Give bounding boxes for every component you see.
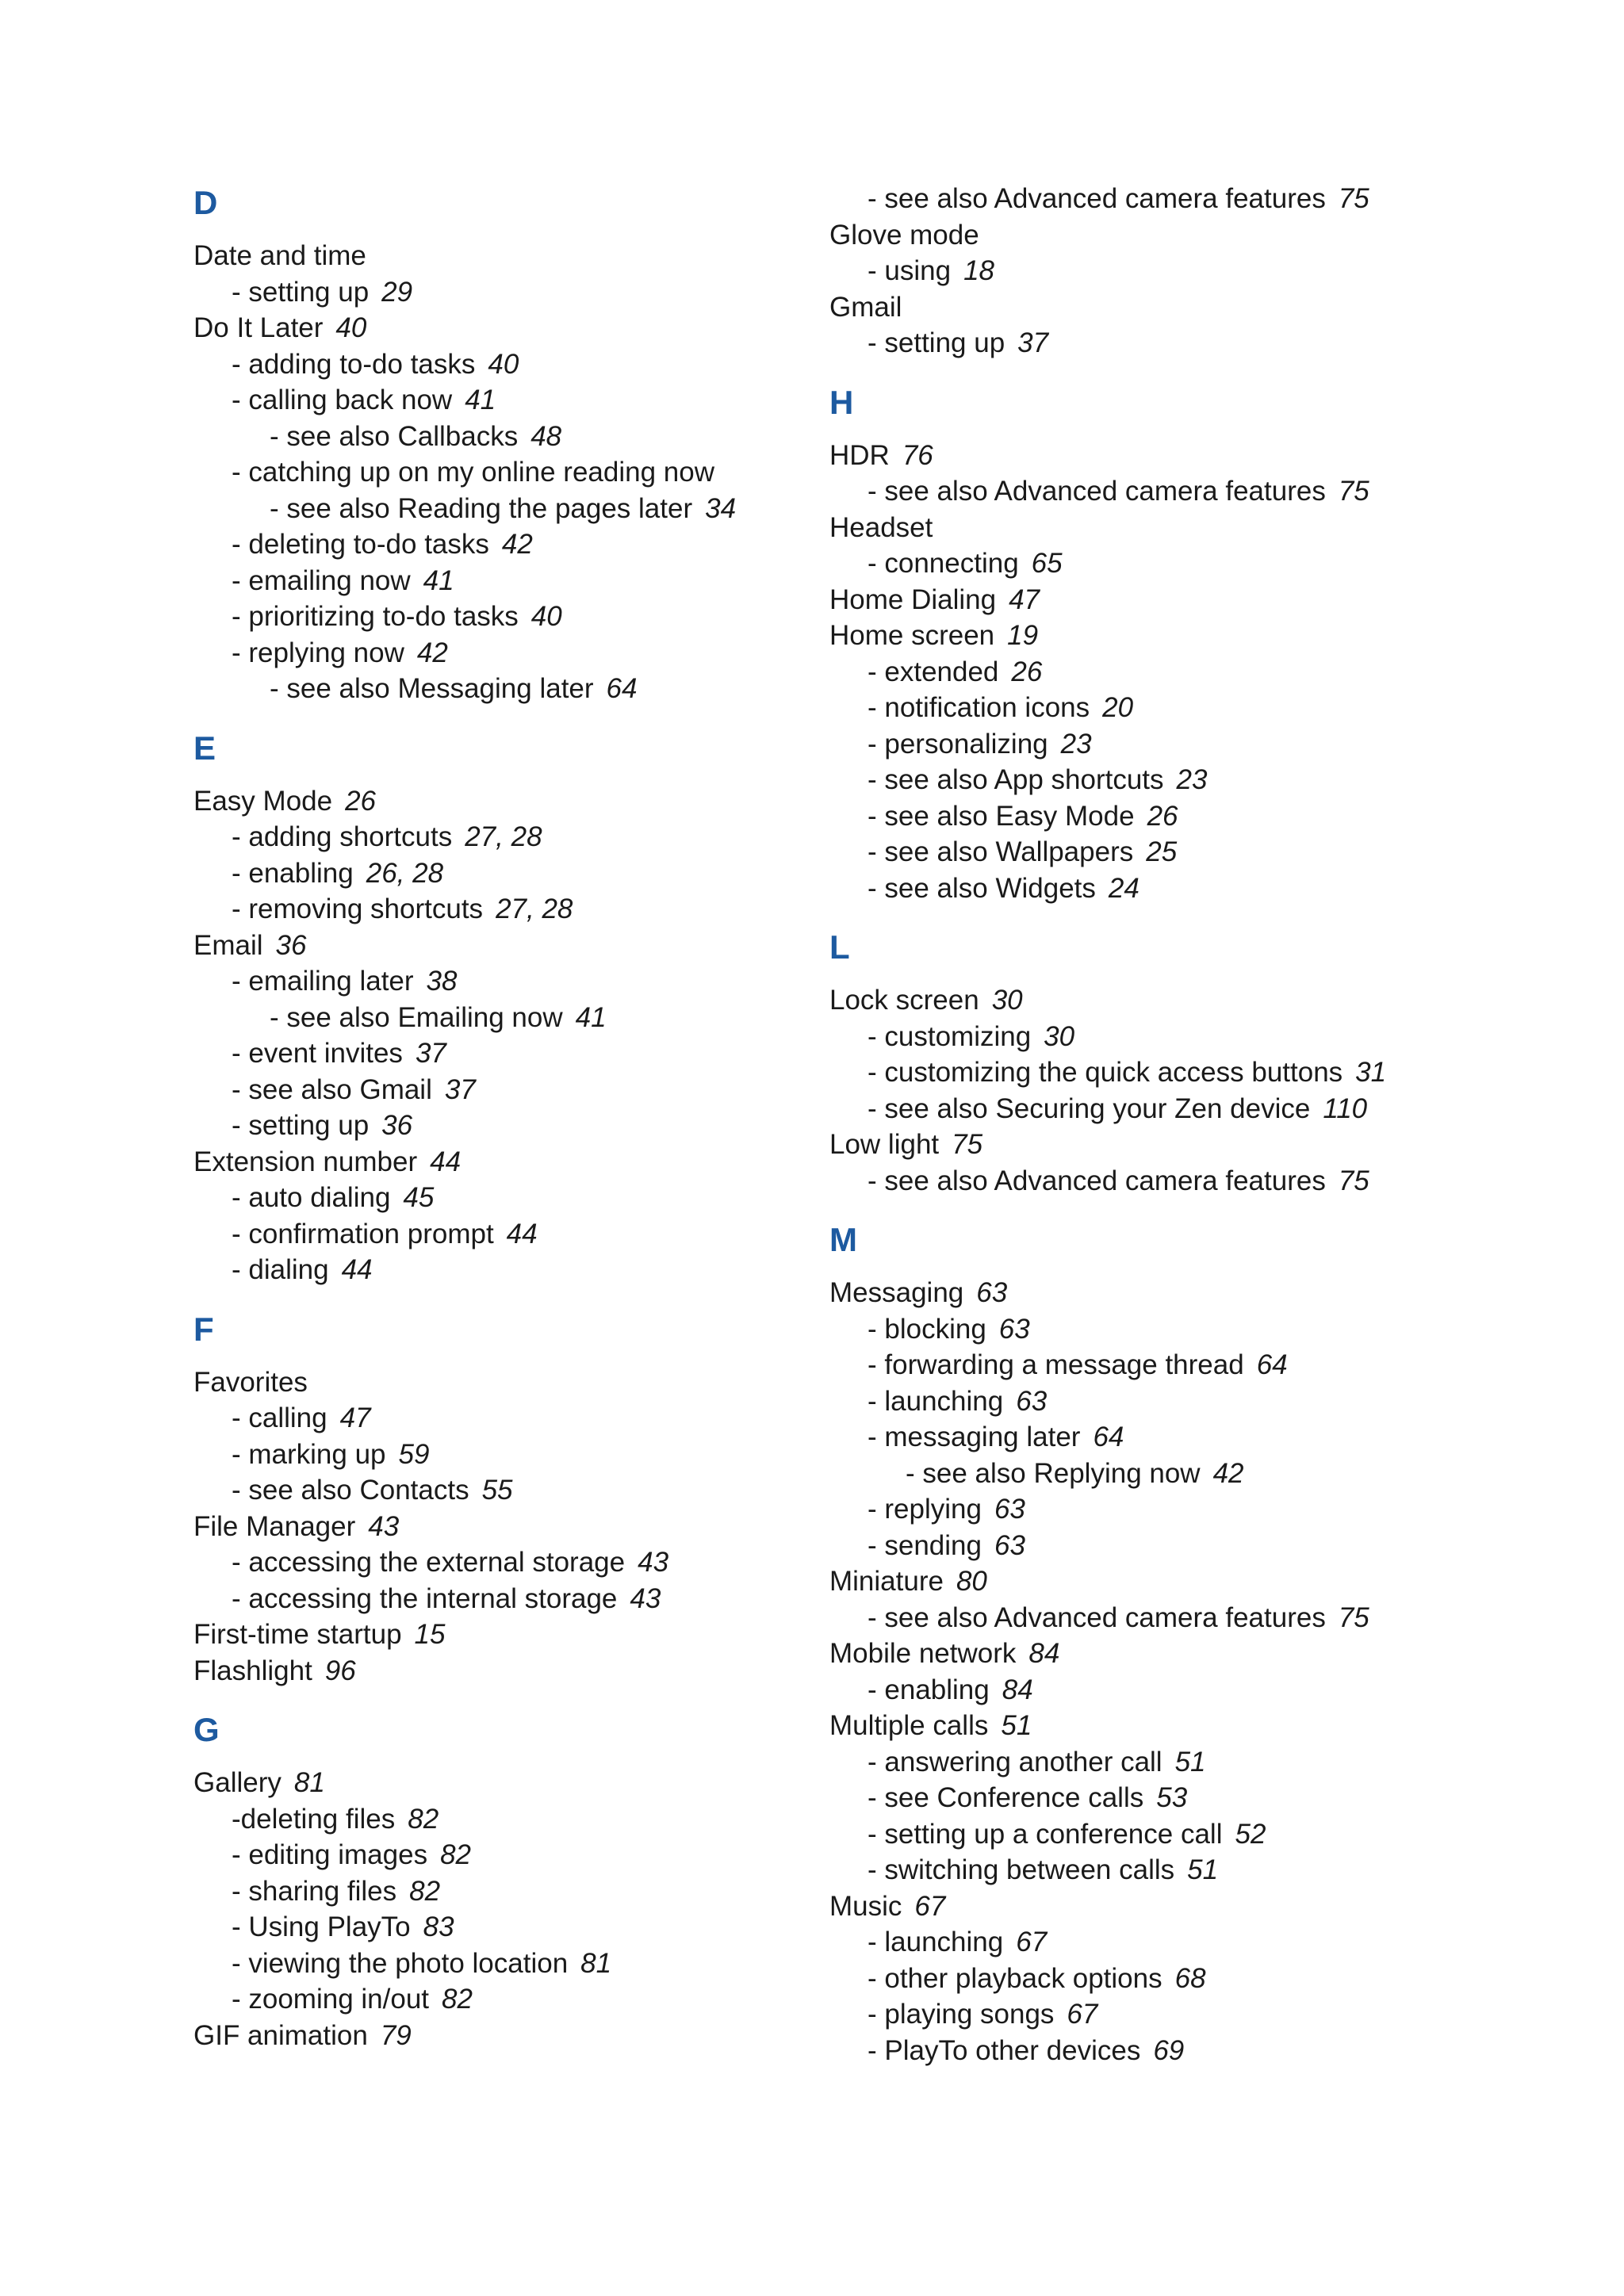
page-reference: 25: [1146, 836, 1178, 867]
page-reference: 26: [1147, 800, 1178, 832]
index-entry: [829, 253, 1496, 289]
index-entry: [193, 1873, 812, 1910]
index-entry: [829, 1019, 1496, 1055]
page-reference: 40: [530, 601, 562, 632]
index-term: - see also Callbacks: [270, 420, 519, 452]
page-reference: 63: [976, 1277, 1008, 1308]
index-term: - emailing later: [232, 966, 414, 997]
index-term: - playing songs: [868, 1999, 1055, 2030]
index-term: Email: [193, 929, 263, 961]
index-term: - blocking: [868, 1313, 986, 1345]
index-entry: [829, 1127, 1496, 1163]
index-entry: [193, 1581, 812, 1617]
index-term: - adding shortcuts: [232, 821, 453, 852]
page-reference: 40: [335, 312, 367, 343]
index-section-continued: [829, 181, 1496, 362]
index-entry: [193, 274, 812, 311]
page-reference: 37: [444, 1073, 476, 1105]
page-reference: 34: [705, 492, 737, 524]
index-term: - Using PlayTo: [232, 1911, 411, 1942]
page-reference: 15: [414, 1619, 446, 1650]
index-term: -deleting files: [232, 1803, 396, 1835]
index-term: - using: [868, 255, 952, 286]
index-entry: [193, 1509, 812, 1545]
index-term: - removing shortcuts: [232, 894, 484, 924]
index-entry: [193, 491, 812, 527]
index-entry: [829, 1708, 1496, 1744]
index-term: - launching: [868, 1927, 1004, 1957]
index-entry: [829, 1780, 1496, 1816]
page-reference: 96: [324, 1655, 356, 1686]
index-term: - customizing: [868, 1020, 1032, 1052]
index-entry: [193, 1437, 812, 1473]
index-term: - customizing the quick access buttons: [868, 1057, 1343, 1088]
index-term: Lock screen: [829, 985, 979, 1016]
index-term: - see also Replying now: [906, 1457, 1201, 1489]
index-entry: [193, 1035, 812, 1072]
index-entry: [829, 1419, 1496, 1456]
index-entry: [193, 1144, 812, 1181]
index-entry: [193, 1108, 812, 1144]
section-letter-heading: F: [193, 1310, 214, 1348]
page-reference: 36: [381, 1110, 413, 1141]
index-term: Favorites: [193, 1366, 308, 1398]
index-term: - adding to-do tasks: [232, 348, 476, 380]
index-term: - confirmation prompt: [232, 1218, 494, 1249]
index-entry: [829, 690, 1496, 726]
index-term: - setting up: [868, 327, 1005, 358]
index-entry: [193, 1364, 812, 1401]
page-reference: 26: [1011, 656, 1043, 687]
index-entry: [193, 855, 812, 892]
index-term: - see also App shortcuts: [868, 764, 1164, 795]
index-term: - setting up: [232, 1110, 370, 1141]
page-reference: 81: [293, 1767, 325, 1798]
page-reference: 79: [380, 2019, 412, 2051]
page-reference: 53: [1156, 1782, 1188, 1813]
page-reference: 84: [1028, 1638, 1060, 1669]
index-term: GIF animation: [193, 2019, 368, 2051]
page-reference: 67: [1016, 1927, 1048, 1957]
index-entry: [193, 671, 812, 707]
index-term: Messaging: [829, 1277, 964, 1308]
page-reference: 51: [1001, 1710, 1032, 1741]
index-term: - personalizing: [868, 728, 1048, 760]
index-entry: [193, 238, 812, 274]
index-term: Easy Mode: [193, 785, 333, 817]
index-entry: [829, 1852, 1496, 1888]
index-entry: [829, 545, 1496, 582]
index-term: - see also Emailing now: [270, 1001, 563, 1033]
index-term: - sharing files: [232, 1875, 397, 1907]
page-reference: 52: [1235, 1818, 1266, 1850]
index-term: Gmail: [829, 291, 902, 323]
index-entry: [193, 2018, 812, 2054]
page-reference: 82: [440, 1839, 472, 1870]
index-entry: [193, 1801, 812, 1838]
page-reference: 24: [1108, 872, 1139, 904]
index-entry: [829, 871, 1496, 907]
page-reference: 84: [1002, 1674, 1033, 1705]
page-reference: 38: [426, 966, 458, 997]
section-letter-heading: M: [829, 1221, 857, 1258]
page-reference: 47: [339, 1402, 371, 1433]
index-entry: [829, 582, 1496, 618]
index-entry: [829, 1563, 1496, 1600]
index-entry: [193, 1180, 812, 1216]
page-reference: 41: [575, 1001, 607, 1033]
index-term: - accessing the external storage: [232, 1547, 626, 1578]
index-term: - PlayTo other devices: [868, 2034, 1141, 2066]
page-reference: 36: [275, 929, 307, 961]
index-entry: [193, 599, 812, 635]
page-reference: 80: [956, 1566, 987, 1597]
index-entry: [829, 438, 1496, 474]
index-entry: [829, 726, 1496, 763]
page-reference: 75: [1338, 183, 1369, 214]
index-term: - forwarding a message thread: [868, 1349, 1244, 1380]
page-reference: 48: [530, 420, 562, 452]
index-entry: [829, 618, 1496, 654]
index-entry: [193, 1909, 812, 1946]
index-term: - catching up on my online reading now: [232, 457, 714, 488]
index-entry: [829, 473, 1496, 510]
index-term: Home Dialing: [829, 584, 997, 615]
page-reference: 29: [381, 276, 413, 308]
index-term: - messaging later: [868, 1422, 1081, 1452]
page-reference: 55: [481, 1475, 513, 1506]
page-reference: 40: [488, 348, 519, 380]
index-entry: [193, 1653, 812, 1689]
page-reference: 63: [1016, 1385, 1048, 1417]
page-reference: 63: [994, 1529, 1025, 1561]
page-reference: 44: [506, 1218, 538, 1249]
index-entry: [829, 1600, 1496, 1636]
index-term: - other playback options: [868, 1962, 1162, 1994]
index-term: - see also Contacts: [232, 1475, 469, 1506]
index-term: Gallery: [193, 1767, 282, 1798]
index-term: - see also Securing your Zen device: [868, 1093, 1311, 1124]
page-reference: 18: [963, 255, 994, 286]
index-entry: [829, 1672, 1496, 1709]
page-reference: 76: [902, 439, 933, 471]
index-term: - enabling: [868, 1674, 990, 1705]
index-entry: [193, 891, 812, 928]
index-term: - editing images: [232, 1839, 428, 1870]
index-term: - enabling: [232, 857, 354, 889]
index-term: Music: [829, 1890, 902, 1922]
page-reference: 67: [1067, 1999, 1098, 2030]
page-reference: 20: [1102, 692, 1134, 723]
index-entry: [193, 928, 812, 964]
page-reference: 51: [1174, 1746, 1206, 1777]
section-letter-heading: E: [193, 729, 216, 767]
index-entry: [829, 1456, 1496, 1492]
page-reference: 63: [994, 1494, 1025, 1525]
index-term: - emailing now: [232, 564, 411, 596]
index-entry: [193, 310, 812, 346]
index-entry: [193, 1981, 812, 2018]
page-reference: 26: [345, 785, 377, 817]
index-section-g: [193, 1708, 812, 2053]
index-term: - see also Advanced camera features: [868, 1165, 1326, 1196]
index-term: - marking up: [232, 1438, 386, 1470]
index-entry: [193, 1472, 812, 1509]
index-entry: [829, 1163, 1496, 1200]
index-entry: [193, 526, 812, 563]
index-entry: [829, 1996, 1496, 2033]
index-entry: [193, 1252, 812, 1288]
index-entry: [829, 982, 1496, 1019]
page-reference: 45: [403, 1182, 435, 1213]
page-reference: 43: [638, 1547, 669, 1578]
index-term: - see also Advanced camera features: [868, 1601, 1326, 1633]
index-entry: [829, 1961, 1496, 1997]
page-reference: 41: [465, 385, 496, 415]
index-term: - notification icons: [868, 692, 1090, 723]
index-entry: [829, 1491, 1496, 1528]
page-reference: 82: [408, 1803, 439, 1835]
page-reference: 23: [1060, 728, 1092, 760]
index-term: - zooming in/out: [232, 1984, 430, 2015]
index-entry: [829, 1888, 1496, 1925]
index-entry: [829, 1311, 1496, 1348]
page-reference: 64: [1093, 1422, 1124, 1452]
page-reference: 83: [423, 1911, 454, 1942]
page-reference: 64: [1256, 1349, 1288, 1380]
index-entry: [829, 1744, 1496, 1781]
page-reference: 47: [1009, 584, 1040, 615]
index-entry: [829, 1383, 1496, 1420]
index-term: - see also Gmail: [232, 1073, 432, 1105]
page-reference: 59: [398, 1438, 430, 1470]
index-term: Low light: [829, 1129, 940, 1160]
index-term: First-time startup: [193, 1619, 402, 1650]
page-reference: 43: [368, 1510, 400, 1542]
index-column-right: [829, 181, 1496, 2068]
page-reference: 51: [1187, 1854, 1219, 1885]
page-reference: 44: [430, 1146, 462, 1177]
index-entry: [829, 1054, 1496, 1091]
index-term: - calling: [232, 1402, 327, 1433]
index-entry: [193, 382, 812, 419]
page-reference: 19: [1007, 620, 1039, 651]
index-entry: [193, 635, 812, 672]
section-letter-heading: G: [193, 1711, 220, 1748]
index-section-m: [829, 1218, 1496, 2068]
index-term: - see also Advanced camera features: [868, 476, 1326, 507]
index-term: Headset: [829, 511, 933, 543]
index-section-h: [829, 381, 1496, 907]
index-term: - viewing the photo location: [232, 1947, 569, 1979]
index-entry: [193, 963, 812, 1000]
index-entry: [193, 1216, 812, 1253]
index-term: - accessing the internal storage: [232, 1582, 618, 1614]
index-entry: [193, 346, 812, 383]
index-term: Multiple calls: [829, 1710, 989, 1741]
index-term: Do It Later: [193, 312, 324, 343]
index-term: - switching between calls: [868, 1854, 1175, 1885]
index-entry: [193, 1946, 812, 1982]
index-term: Flashlight: [193, 1655, 312, 1686]
index-entry: [193, 419, 812, 455]
index-term: - calling back now: [232, 385, 453, 415]
page-reference: 42: [416, 637, 448, 668]
index-entry: [193, 1000, 812, 1036]
page-reference: 82: [442, 1984, 473, 2015]
section-letter-heading: H: [829, 383, 854, 421]
index-term: Miniature: [829, 1566, 944, 1597]
index-entry: [829, 798, 1496, 835]
section-letter-heading: L: [829, 928, 850, 966]
page-reference: 27, 28: [465, 821, 542, 852]
index-section-e: [193, 726, 812, 1288]
index-entry: [193, 819, 812, 855]
index-entry: [193, 1400, 812, 1437]
index-term: - setting up a conference call: [868, 1818, 1223, 1850]
page-reference: 37: [415, 1038, 446, 1069]
index-term: Glove mode: [829, 219, 979, 251]
index-term: File Manager: [193, 1510, 356, 1542]
index-term: - connecting: [868, 548, 1019, 579]
index-term: - launching: [868, 1385, 1004, 1417]
page-reference: 75: [1338, 1601, 1369, 1633]
index-term: - see also Easy Mode: [868, 800, 1135, 832]
page-reference: 67: [914, 1890, 946, 1922]
index-section-d: [193, 181, 812, 707]
index-term: - see also Wallpapers: [868, 836, 1134, 867]
page-reference: 68: [1174, 1962, 1206, 1994]
index-term: - deleting to-do tasks: [232, 529, 489, 560]
index-entry: [829, 510, 1496, 546]
index-entry: [829, 1924, 1496, 1961]
index-entry: [829, 1816, 1496, 1853]
page-reference: 82: [409, 1875, 441, 1907]
index-term: HDR: [829, 439, 890, 471]
page-reference: 37: [1017, 327, 1049, 358]
index-term: - replying now: [232, 637, 404, 668]
page-reference: 64: [606, 673, 638, 704]
index-term: - see also Reading the pages later: [270, 492, 693, 524]
page-reference: 75: [952, 1129, 983, 1160]
index-term: - prioritizing to-do tasks: [232, 601, 519, 632]
page-reference: 110: [1323, 1093, 1368, 1124]
index-entry: [829, 1347, 1496, 1383]
page-reference: 41: [423, 564, 454, 596]
index-term: Date and time: [193, 240, 366, 271]
index-entry: [829, 2033, 1496, 2069]
index-entry: [829, 217, 1496, 254]
index-section-l: [829, 925, 1496, 1199]
index-entry: [829, 1528, 1496, 1564]
page-reference: 63: [998, 1313, 1030, 1345]
index-term: - extended: [868, 656, 999, 687]
index-term: - replying: [868, 1494, 982, 1525]
index-term: Home screen: [829, 620, 995, 651]
index-term: - see Conference calls: [868, 1782, 1144, 1813]
page-reference: 81: [580, 1947, 612, 1979]
index-entry: [193, 1544, 812, 1581]
index-entry: [829, 325, 1496, 362]
index-term: - sending: [868, 1529, 982, 1561]
page-reference: 42: [501, 529, 533, 560]
page-reference: 75: [1338, 476, 1369, 507]
index-term: - setting up: [232, 276, 370, 308]
index-term: - see also Messaging later: [270, 673, 594, 704]
index-entry: [193, 563, 812, 599]
index-term: - dialing: [232, 1254, 329, 1285]
page-reference: 27, 28: [496, 894, 573, 924]
page-reference: 43: [630, 1582, 661, 1614]
index-entry: [829, 1091, 1496, 1127]
page-reference: 75: [1338, 1165, 1369, 1196]
page-reference: 65: [1031, 548, 1063, 579]
index-column-left: [193, 181, 812, 2053]
index-term: - event invites: [232, 1038, 403, 1069]
index-entry: [829, 654, 1496, 691]
index-entry: [193, 1072, 812, 1108]
index-entry: [193, 1837, 812, 1873]
index-entry: [829, 289, 1496, 326]
page-reference: 30: [991, 985, 1023, 1016]
index-entry: [193, 783, 812, 820]
page-reference: 23: [1176, 764, 1208, 795]
index-term: - see also Advanced camera features: [868, 183, 1326, 214]
page-reference: 44: [341, 1254, 373, 1285]
page-reference: 30: [1044, 1020, 1075, 1052]
index-entry: [829, 834, 1496, 871]
index-entry: [193, 454, 812, 491]
page-reference: 31: [1355, 1057, 1387, 1088]
index-section-f: [193, 1307, 812, 1689]
index-entry: [193, 1617, 812, 1653]
index-entry: [193, 1765, 812, 1801]
section-letter-heading: D: [193, 184, 218, 221]
index-term: - see also Widgets: [868, 872, 1096, 904]
index-term: - auto dialing: [232, 1182, 391, 1213]
index-term: - answering another call: [868, 1746, 1162, 1777]
index-entry: [829, 762, 1496, 798]
index-entry: [829, 181, 1496, 217]
index-term: Mobile network: [829, 1638, 1017, 1669]
index-entry: [829, 1275, 1496, 1311]
page-reference: 26, 28: [366, 857, 444, 889]
index-entry: [829, 1636, 1496, 1672]
page-reference: 69: [1153, 2034, 1185, 2066]
page-reference: 42: [1212, 1457, 1244, 1489]
index-term: Extension number: [193, 1146, 418, 1177]
